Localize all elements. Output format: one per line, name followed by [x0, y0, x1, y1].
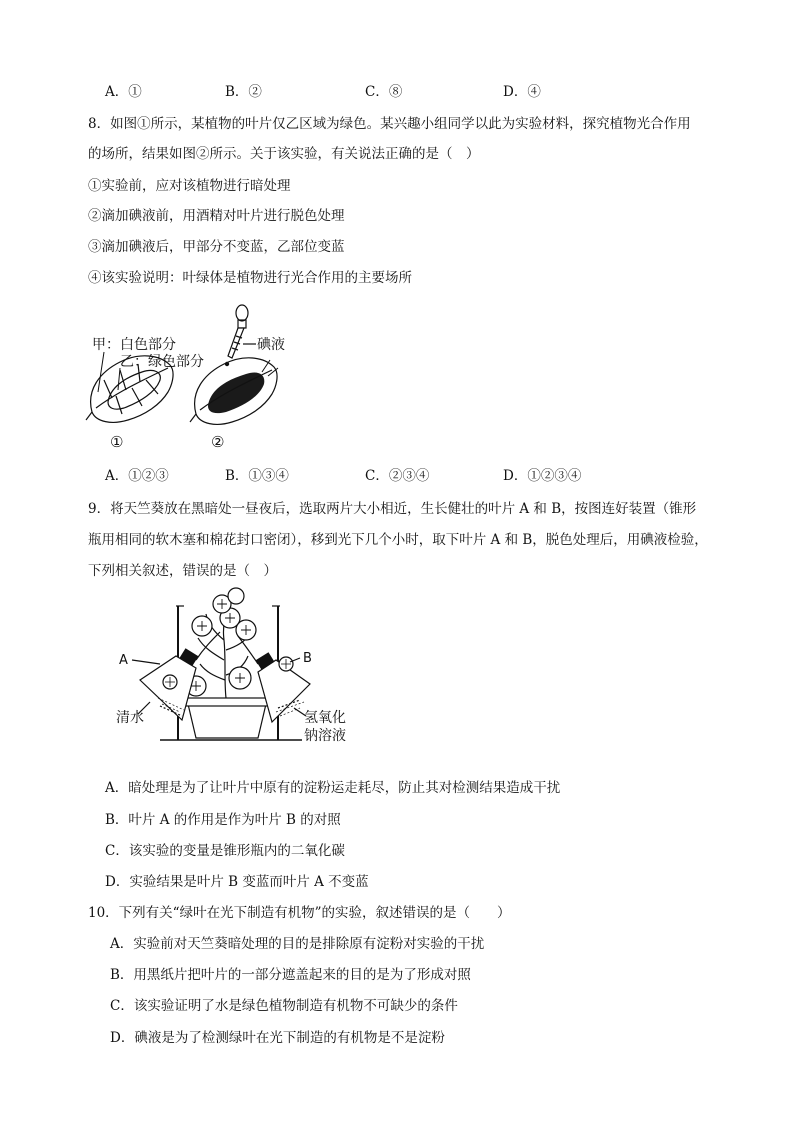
q10-option-d: D．碘液是为了检测绿叶在光下制造的有机物是不是淀粉: [110, 1030, 445, 1046]
label-iodine: 碘液: [257, 337, 285, 353]
figure-caption-2: ②: [211, 433, 225, 451]
q9-stem-line3: 下列相关叙述，错误的是（ ）: [88, 563, 277, 579]
q9-stem-line1: 9．将天竺葵放在黑暗处一昼夜后，选取两片大小相近，生长健壮的叶片 A 和 B，按图连好装置（锥形: [88, 501, 697, 517]
q7-option-a: A．①: [105, 84, 142, 100]
q8-stem-line2: 的场所，结果如图②所示。关于该实验，有关说法正确的是（ ）: [88, 146, 480, 162]
q10-option-b: B．用黑纸片把叶片的一部分遮盖起来的目的是为了形成对照: [110, 967, 471, 983]
q9-option-a: A．暗处理是为了让叶片中原有的淀粉运走耗尽，防止其对检测结果造成干扰: [105, 780, 561, 796]
q8-option-c: C．②③④: [365, 468, 430, 484]
q8-option-b: B．①③④: [225, 468, 289, 484]
figure-caption-1: ①: [110, 433, 124, 451]
q10-option-c: C．该实验证明了水是绿色植物制造有机物不可缺少的条件: [110, 998, 458, 1014]
label-clear-water: 清水: [116, 710, 144, 726]
q8-option-d: D．①②③④: [503, 468, 582, 484]
q8-statement-2: ②滴加碘液前，用酒精对叶片进行脱色处理: [88, 208, 345, 224]
q8-statement-1: ①实验前，应对该植物进行暗处理: [88, 178, 291, 194]
q9-option-c: C．该实验的变量是锥形瓶内的二氧化碳: [105, 843, 345, 859]
q9-option-d: D．实验结果是叶片 B 变蓝而叶片 A 不变蓝: [105, 874, 369, 890]
q9-stem-line2: 瓶用相同的软木塞和棉花封口密闭），移到光下几个小时，取下叶片 A 和 B，脱色处理后，用碘液检验，: [88, 532, 708, 548]
q8-stem-line1: 8．如图①所示，某植物的叶片仅乙区域为绿色。某兴趣小组同学以此为实验材料，探究植物光合作用: [88, 116, 691, 132]
q9-option-b: B．叶片 A 的作用是作为叶片 B 的对照: [105, 812, 341, 828]
q7-option-b: B．②: [225, 84, 262, 100]
label-naoh-line1: 氢氧化: [304, 710, 346, 726]
q7-option-c: C．⑧: [365, 84, 403, 100]
q8-statement-3: ③滴加碘液后，甲部分不变蓝，乙部位变蓝: [88, 239, 345, 255]
label-yi-green-part: 乙：绿色部分: [120, 354, 204, 370]
q7-option-d: D．④: [503, 84, 541, 100]
label-jia-white-part: 甲：白色部分: [92, 337, 176, 353]
q10-option-a: A．实验前对天竺葵暗处理的目的是排除原有淀粉对实验的干扰: [110, 936, 485, 952]
q8-statement-4: ④该实验说明：叶绿体是植物进行光合作用的主要场所: [88, 270, 412, 286]
label-naoh-line2: 钠溶液: [304, 728, 346, 744]
label-leaf-b: B: [303, 651, 312, 666]
q8-option-a: A．①②③: [105, 468, 169, 484]
label-leaf-a: A: [119, 653, 128, 668]
q10-stem: 10．下列有关“绿叶在光下制造有机物”的实验，叙述错误的是（ ）: [88, 905, 511, 921]
